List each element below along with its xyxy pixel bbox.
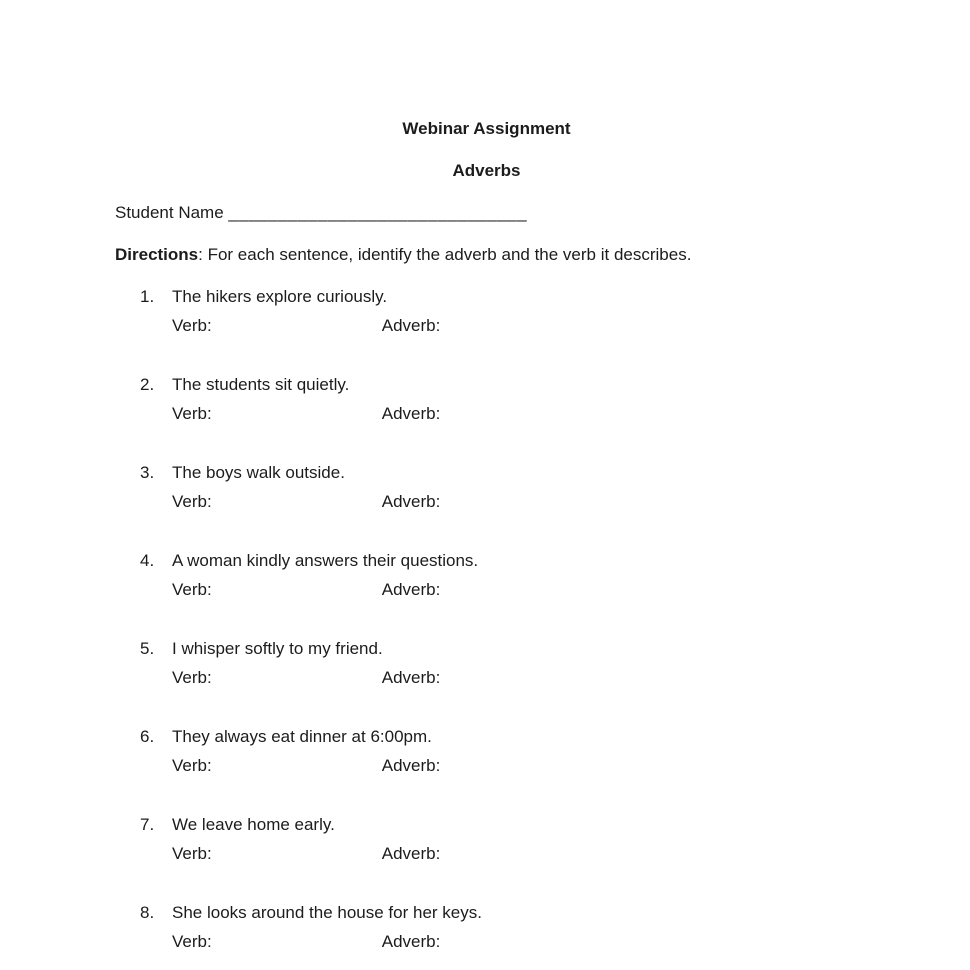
sentence-row: [115, 546, 858, 575]
worksheet-item-4: [115, 546, 858, 604]
worksheet-item-7: [115, 810, 858, 868]
verb-label: Verb:: [172, 492, 212, 511]
item-number: 4.: [140, 551, 155, 570]
item-sentence: She looks around the house for her keys.: [172, 903, 482, 922]
sentence-row: [115, 722, 858, 751]
item-number: 8.: [140, 903, 155, 922]
adverb-label: Adverb:: [381, 492, 441, 511]
document-title: Webinar Assignment: [402, 119, 571, 138]
answer-row: [115, 839, 858, 868]
answer-row: [115, 663, 858, 692]
item-number: 7.: [140, 815, 155, 834]
worksheet-item-3: [115, 458, 858, 516]
item-sentence: A woman kindly answers their questions.: [172, 551, 479, 570]
item-number: 2.: [140, 375, 155, 394]
sentence-row: [115, 458, 858, 487]
verb-label: Verb:: [172, 844, 212, 863]
answer-row: [115, 399, 858, 428]
item-sentence: We leave home early.: [172, 815, 335, 834]
student-name-blank: ______________________________: [228, 203, 528, 222]
sentence-row: [115, 370, 858, 399]
item-number: 1.: [140, 287, 155, 306]
answer-row: [115, 311, 858, 340]
answer-row: [115, 927, 858, 956]
directions-text: : For each sentence, identify the adverb and the verb it describes.: [198, 245, 692, 264]
student-name-label: Student Name: [115, 203, 224, 222]
answer-row: [115, 575, 858, 604]
sentence-row: [115, 282, 858, 311]
sentence-row: [115, 634, 858, 663]
adverb-label: Adverb:: [381, 932, 441, 951]
answer-row: [115, 487, 858, 516]
item-number: 5.: [140, 639, 155, 658]
verb-label: Verb:: [172, 668, 212, 687]
verb-label: Verb:: [172, 316, 212, 335]
answer-row: [115, 751, 858, 780]
item-sentence: They always eat dinner at 6:00pm.: [172, 727, 432, 746]
sentence-row: [115, 810, 858, 839]
item-sentence: I whisper softly to my friend.: [172, 639, 383, 658]
directions: [115, 240, 858, 269]
worksheet-item-1: [115, 282, 858, 340]
adverb-label: Adverb:: [381, 756, 441, 775]
document-subtitle: Adverbs: [452, 161, 521, 180]
student-name-line: [115, 198, 858, 227]
worksheet-item-8: [115, 898, 858, 956]
verb-label: Verb:: [172, 756, 212, 775]
verb-label: Verb:: [172, 580, 212, 599]
item-sentence: The boys walk outside.: [172, 463, 345, 482]
item-number: 6.: [140, 727, 155, 746]
sentence-row: [115, 898, 858, 927]
worksheet-item-2: [115, 370, 858, 428]
verb-label: Verb:: [172, 404, 212, 423]
item-sentence: The hikers explore curiously.: [172, 287, 388, 306]
worksheet-item-6: [115, 722, 858, 780]
adverb-label: Adverb:: [381, 404, 441, 423]
item-number: 3.: [140, 463, 155, 482]
adverb-label: Adverb:: [381, 668, 441, 687]
item-sentence: The students sit quietly.: [172, 375, 350, 394]
worksheet-item-5: [115, 634, 858, 692]
directions-label: Directions: [115, 245, 199, 264]
verb-label: Verb:: [172, 932, 212, 951]
adverb-label: Adverb:: [381, 580, 441, 599]
adverb-label: Adverb:: [381, 844, 441, 863]
adverb-label: Adverb:: [381, 316, 441, 335]
